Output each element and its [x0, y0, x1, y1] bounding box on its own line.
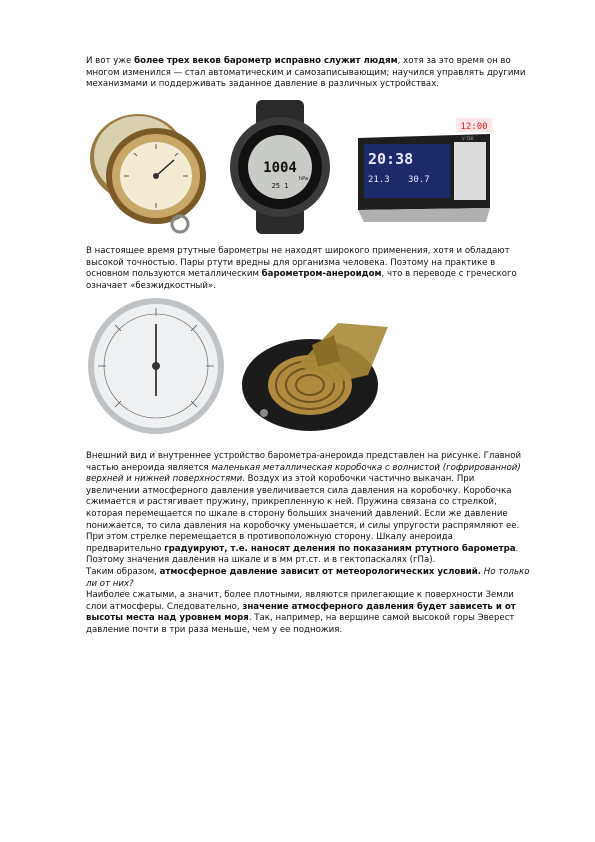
watch-display-small: 25 1	[271, 182, 289, 190]
paragraph-aneroid	[86, 246, 530, 292]
watch-display-unit: hPa	[299, 176, 309, 182]
aneroid-mechanism-image	[238, 305, 398, 437]
text-run: Наиболее сжатыми, а значит, более плотными, являются прилегающие к поверхности Земли слои атмосферы. Следовательно,	[86, 590, 514, 612]
station-brand: V·TEK	[462, 136, 474, 141]
station-temp-2: 30.7	[408, 175, 430, 185]
text-run: , хотя за это время он во многом изменился — стал автоматическим и самозаписывающим; научился управлять другими механизмами и поддерживать заданное давление в различных устройствах.	[86, 56, 526, 90]
text-run: , что в переводе с греческого означает «безжидкостный».	[86, 269, 517, 291]
bold-run: более трех веков барометр исправно служит людям	[134, 56, 398, 66]
text-run: Воздух из этой коробочки частично выкачан. При увеличении атмосферного давления увеличивается сила давления на коробочку. Коробочка сжимается и растягивает пружину, прикрепленную к ней. Пружина связана со стрелкой, которая перемещается по шкале в сторону больших значений давлений. Если же давление понижается, то сила давления на коробочку уменьшается, и силы упругости распрямляют ее. При этом стрелке перемещается в противоположную сторону. Шкалу анероида предварительно	[86, 474, 520, 554]
station-time: 20:38	[368, 150, 414, 168]
paragraph-intro	[86, 56, 530, 91]
bold-run: барометром-анероидом	[261, 269, 382, 280]
text-run: В настоящее время ртутные барометры не находят широкого применения, хотя и обладают высокой точностью. Пары ртути вредны для организма человека. Поэтому на практике в основном пользуются металлическим	[86, 246, 510, 280]
text-run: И вот уже	[86, 56, 135, 66]
italic-run: маленькая металлическая коробочка с волнистой (гофрированной) верхней и нижней поверхностями.	[86, 462, 521, 485]
bold-run: значение атмосферного давления будет зависеть и от высоты места над уровнем моря	[86, 601, 516, 624]
bold-run: градуируют, т.е. наносят деления по показаниям ртутного барометра	[164, 543, 516, 554]
aneroid-dial-image	[86, 296, 226, 436]
weather-station-image	[350, 118, 498, 228]
text-run: . Поэтому значения давления на шкале и в мм рт.ст. и в гектопаскалях (гПа).	[86, 543, 519, 566]
watch-display-main: 1004	[263, 160, 297, 176]
bold-run: атмосферное давление зависит от метеорологических условий.	[159, 566, 482, 577]
italic-run: Но только ли от них?	[86, 566, 530, 589]
text-run: Таким образом,	[86, 566, 160, 577]
pocket-barometer-image	[86, 106, 216, 234]
digital-watch-image	[222, 100, 338, 234]
paragraph-device	[86, 451, 530, 637]
projected-time: 12:00	[460, 122, 488, 132]
text-run: Внешний вид и внутреннее устройство барометра-анероида представлен на рисунке. Главной частью анероида является	[86, 451, 522, 473]
text-run: . Так, например, на вершине самой высокой горы Эверест давление почти в три раза меньше, чем у ее подножия.	[86, 613, 515, 635]
station-temp-1: 21.3	[368, 175, 390, 185]
